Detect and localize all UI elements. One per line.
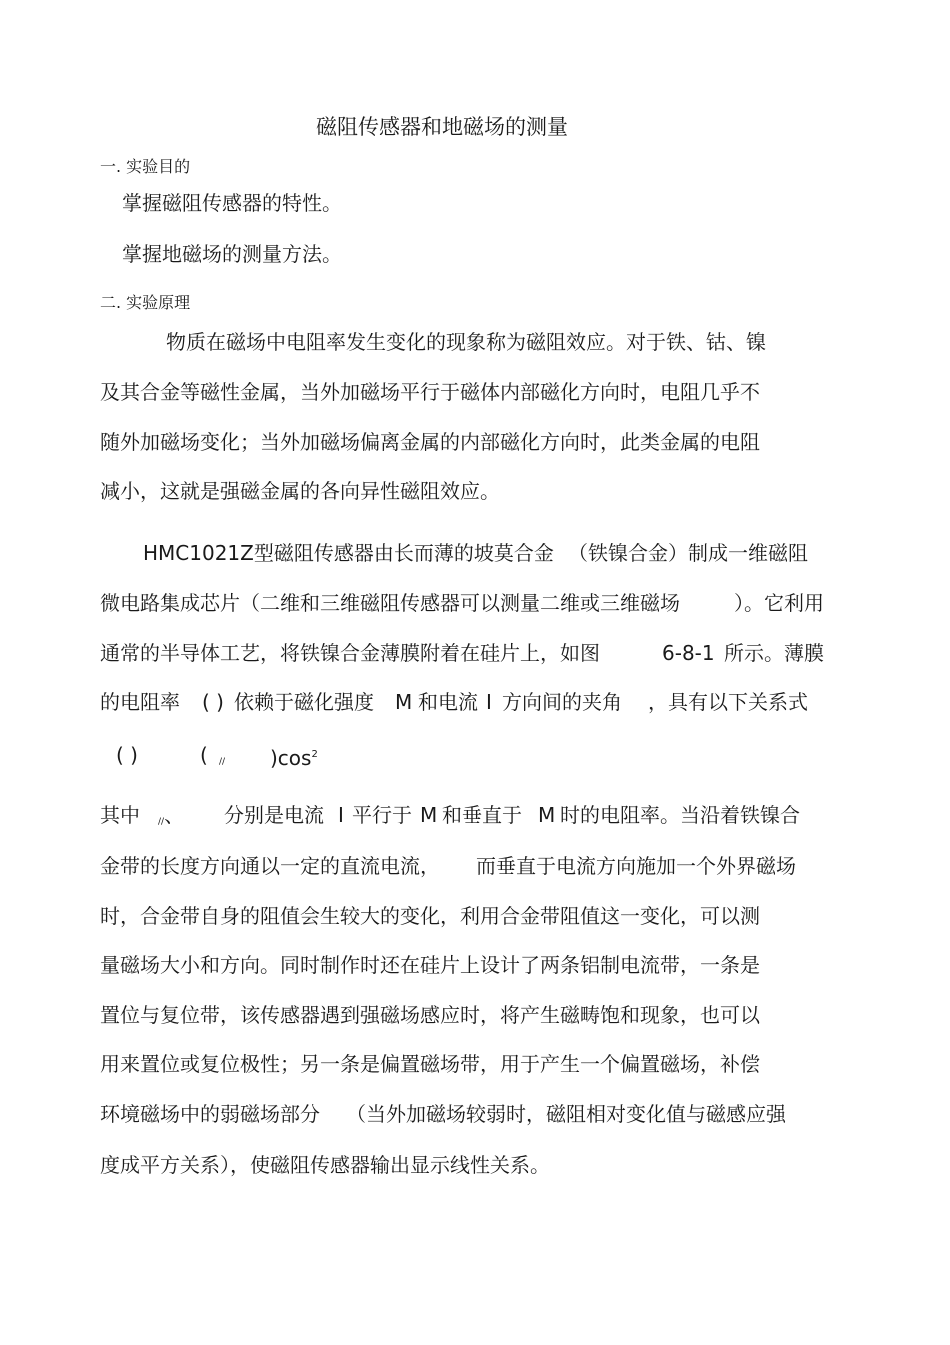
paragraph-line: 的电阻率 bbox=[100, 690, 180, 714]
text-run: 方向间的夹角 bbox=[502, 690, 622, 714]
paragraph-line: 所示。薄膜 bbox=[724, 641, 824, 665]
formula-left: ( ) bbox=[116, 743, 138, 767]
paragraph-line: 时，合金带自身的阻值会生较大的变化，利用合金带阻值这一变化，可以测 bbox=[100, 904, 760, 928]
paragraph-line: ）。它利用 bbox=[734, 591, 824, 615]
text-run: //、 bbox=[158, 803, 185, 827]
paragraph-line: 度成平方关系），使磁阻传感器输出显示线性关系。 bbox=[100, 1153, 550, 1177]
text-run: 分别是电流 bbox=[224, 803, 324, 827]
paragraph-line: 及其合金等磁性金属，当外加磁场平行于磁体内部磁化方向时，电阻几乎不 bbox=[100, 380, 760, 404]
paragraph-line bbox=[143, 540, 554, 566]
text-run: 型磁阻传感器由长而薄的坡莫合金 bbox=[253, 541, 554, 565]
text-run: ( ) bbox=[202, 690, 224, 714]
paragraph-line: 环境磁场中的弱磁场部分 bbox=[100, 1102, 320, 1126]
paragraph-line: 随外加磁场变化；当外加磁场偏离金属的内部磁化方向时，此类金属的电阻 bbox=[100, 430, 760, 454]
purpose-item: 掌握磁阻传感器的特性。 bbox=[122, 191, 342, 215]
text-run: I bbox=[486, 690, 492, 714]
paragraph-line: 金带的长度方向通以一定的直流电流， bbox=[100, 854, 440, 878]
text-run: 依赖于磁化强度 bbox=[234, 690, 374, 714]
paragraph-line: （当外加磁场较弱时，磁阻相对变化值与磁感应强 bbox=[346, 1102, 786, 1126]
paragraph-line: 量磁场大小和方向。同时制作时还在硅片上设计了两条铝制电流带，一条是 bbox=[100, 953, 760, 977]
formula-symbol: // bbox=[219, 757, 226, 767]
section-heading-principle: 二. 实验原理 bbox=[100, 293, 191, 312]
paragraph-line: 通常的半导体工艺，将铁镍合金薄膜附着在硅片上，如图 bbox=[100, 641, 600, 665]
figure-reference: 6-8-1 bbox=[662, 641, 715, 665]
sensor-model: HMC1021Z bbox=[143, 541, 254, 565]
text-run: M bbox=[538, 803, 556, 827]
page-title: 磁阻传感器和地磁场的测量 bbox=[316, 115, 568, 139]
formula-cos: )$\cos^2$ bbox=[270, 746, 318, 770]
section-heading-purpose: 一. 实验目的 bbox=[100, 157, 191, 176]
paragraph-line: 用来置位或复位极性；另一条是偏置磁场带，用于产生一个偏置磁场，补偿 bbox=[100, 1052, 760, 1076]
text-run: 和电流 bbox=[418, 690, 478, 714]
paragraph-line: （铁镍合金）制成一维磁阻 bbox=[568, 541, 808, 565]
paragraph-line: 物质在磁场中电阻率发生变化的现象称为磁阻效应。对于铁、钴、镍 bbox=[166, 330, 766, 354]
formula-exponent: 2 bbox=[311, 749, 318, 760]
purpose-item: 掌握地磁场的测量方法。 bbox=[122, 242, 342, 266]
paragraph-line: 减小，这就是强磁金属的各向异性磁阻效应。 bbox=[100, 479, 500, 503]
text-run: M bbox=[395, 690, 413, 714]
paragraph-line: 置位与复位带，该传感器遇到强磁场感应时，将产生磁畴饱和现象，也可以 bbox=[100, 1003, 760, 1027]
formula-paren: ( bbox=[200, 743, 208, 767]
text-run: 和垂直于 bbox=[442, 803, 522, 827]
text-run: M bbox=[420, 803, 438, 827]
text-run: 平行于 bbox=[352, 803, 412, 827]
paragraph-line: 其中 bbox=[100, 803, 140, 827]
paragraph-line: 微电路集成芯片（二维和三维磁阻传感器可以测量二维或三维磁场 bbox=[100, 591, 680, 615]
text-run: ，具有以下关系式 bbox=[648, 690, 808, 714]
paragraph-line: 而垂直于电流方向施加一个外界磁场 bbox=[476, 854, 796, 878]
text-run: I bbox=[338, 803, 344, 827]
text-run: 时的电阻率。当沿着铁镍合 bbox=[560, 803, 800, 827]
